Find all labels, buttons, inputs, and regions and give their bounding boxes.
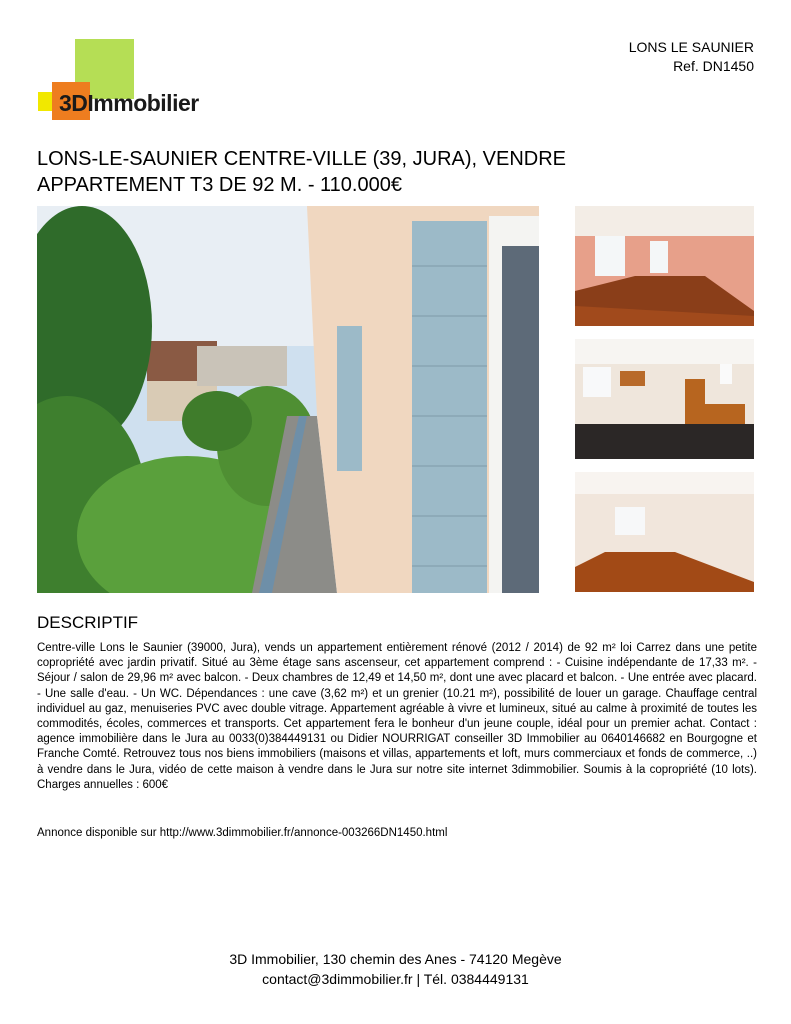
header-city: LONS LE SAUNIER — [628, 39, 754, 55]
footer-contact[interactable]: contact@3dimmobilier.fr | Tél. 0384449131 — [262, 971, 529, 987]
logo-wordmark: 3DImmobilier — [59, 90, 199, 116]
balcony-view-image — [37, 206, 539, 593]
kitchen-image — [575, 339, 754, 459]
thumb-photo-living-room — [575, 206, 754, 326]
main-photo-balcony — [37, 206, 539, 593]
footer — [0, 949, 791, 989]
header-info — [629, 38, 754, 76]
description-heading: DESCRIPTIF — [37, 613, 139, 632]
company-logo — [38, 38, 208, 124]
footer-address: 3D Immobilier, 130 chemin des Anes - 74120 Megève — [229, 951, 562, 967]
thumb-photo-kitchen — [575, 339, 754, 459]
header-ref: Ref. DN1450 — [673, 58, 754, 74]
living-room-image — [575, 206, 754, 326]
thumb-photo-bedroom — [575, 472, 754, 592]
listing-title: LONS-LE-SAUNIER CENTRE-VILLE (39, JURA), VENDRE APPARTEMENT T3 DE 92 M. - 110.000€ — [37, 148, 567, 196]
description-body: Centre-ville Lons le Saunier (39000, Jura), vends un appartement entièrement rénové (2012 / 2014) de 92 m² loi Carrez dans une petite copropriété avec jardin privatif. Situé au 3ème étage sans ascenseur, cet appartement comprend : - Cuisine indépendante de 17,33 m². - Séjour / salon de 29,96 m² avec balcon. - Deux chambres de 12,49 et 14,50 m², dont une avec placard et balcon. - Une entrée avec placard. - Une salle d'eau. - Un WC. Dépendances : une cave (3,62 m²) et un grenier (10.21 m²), possibilité de louer un garage. Chauffage central individuel au gaz, menuiseries PVC avec double vitrage. Appartement agréable à vivre et lumineux, situé au calme à proximité de toutes les commodités, écoles, commerces et transports. Cet appartement fera le bonheur d'un jeune couple, idéal pour un premier achat. Contact : agence immobilière dans le Jura au 0033(0)384449131 ou Didier NOURRIGAT conseiller 3D Immobilier au 0640146682 en Bourgogne et Franche Comté. Retrouvez tous nos biens immobiliers (maisons et villas, appartements et loft, murs commerciaux et fonds de commerce, ..) à vendre dans le Jura, vidéo de cette maison à vendre dans le Jura sur notre site internet 3dimmobilier. Soumis à la copropriété (10 lots). Charges annuelles : 600€ — [37, 642, 757, 791]
listing-url[interactable]: Annonce disponible sur http://www.3dimmobilier.fr/annonce-003266DN1450.html — [37, 827, 448, 839]
bedroom-image — [575, 472, 754, 592]
